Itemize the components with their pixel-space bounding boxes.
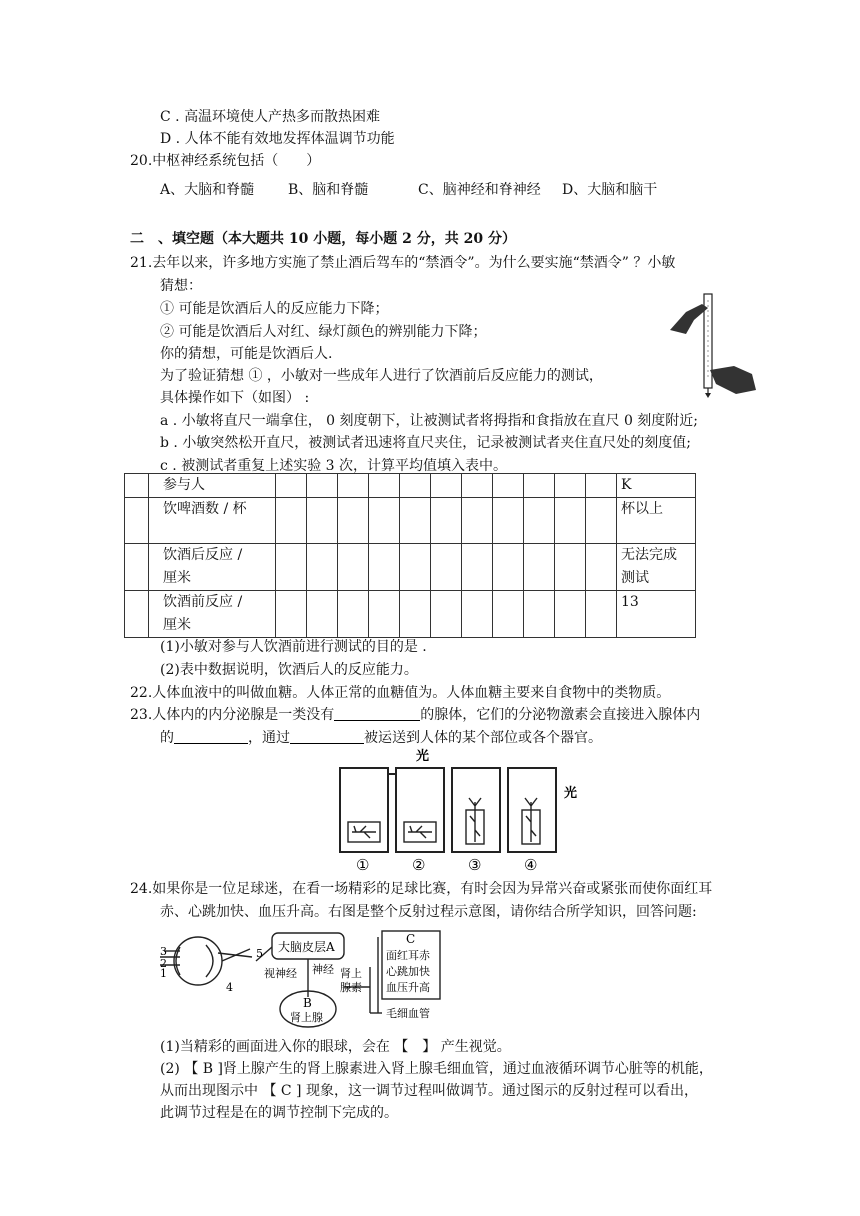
q20-option-d: D、大脑和脑干 <box>562 182 658 198</box>
table-cell-label-line2: 厘米 <box>163 570 191 586</box>
q24-sub2c: 此调节过程是在的调节控制下完成的。 <box>160 1105 398 1121</box>
q23-line1 <box>130 706 700 724</box>
table-row <box>125 474 696 498</box>
q23-blank-3[interactable] <box>290 729 364 744</box>
reflex-figure <box>160 927 460 1033</box>
box-2 <box>396 768 444 852</box>
table-row <box>125 591 696 638</box>
cortex-label: 大脑皮层A <box>278 940 335 954</box>
q21-line1: 21.去年以来，许多地方实施了禁止酒后驾车的“禁酒令”。为什么要实施“禁酒令” ？小敏 <box>130 255 676 271</box>
table-cell-label-line2: 厘米 <box>163 617 191 633</box>
effect-line-1: 面红耳赤 <box>386 949 430 962</box>
section-heading: 二 、填空题（本大题共 10 小题，每小题 2 分，共 20 分） <box>130 231 516 247</box>
q21-line2: 猜想： <box>160 278 202 294</box>
table-cell-label <box>149 591 276 638</box>
table-cell-last: 13 <box>617 591 696 638</box>
seedling-icon <box>525 798 537 842</box>
adrenal-letter: B <box>303 996 312 1010</box>
q21-guess2: ② 可能是饮酒后人对红、绿灯颜色的辨别能力下降； <box>160 324 487 340</box>
q21-step-b: b . 小敏突然松开直尺，被测试者迅速将直尺夹住，记录被测试者夹住直尺处的刻度值; <box>160 435 692 451</box>
hand-bottom-icon <box>710 366 756 394</box>
q24-sub2b: 从而出现图示中 【 C ] 现象，这一调节过程叫做调节。通过图示的反射过程可以看出， <box>160 1083 698 1099</box>
hormone-label-1: 肾上 <box>340 967 362 980</box>
optic-nerve-label: 视神经 <box>264 967 297 980</box>
q19-option-d: D . 人体不能有效地发挥体温调节功能 <box>160 131 395 147</box>
table-cell-label: 饮啤酒数 / 杯 <box>149 498 276 544</box>
box-number-2: ② <box>412 856 426 874</box>
seedling-icon <box>408 826 432 838</box>
box-number-4: ④ <box>524 856 538 874</box>
eye-number-1: 1 <box>160 967 167 980</box>
effect-line-3: 血压升高 <box>386 981 430 994</box>
box-number-1: ① <box>356 856 370 874</box>
q21-sub1: (1)小敏对参与人饮酒前进行测试的目的是 . <box>160 639 427 655</box>
hormone-label-2: 腺素 <box>340 981 362 994</box>
q21-verify1: 为了验证猜想 ① ，小敏对一些成年人进行了饮酒前后反应能力的测试， <box>160 368 603 384</box>
table-cell-last-line1: 无法完成 <box>621 547 677 563</box>
q23-line2a: 的 <box>160 730 174 746</box>
q24-sub1: (1)当精彩的画面进入你的眼球，会在 【 】 产生视觉。 <box>160 1039 511 1055</box>
eye-number-3: 3 <box>160 945 167 958</box>
q23-blank-1[interactable] <box>334 706 420 721</box>
q20-stem: 20.中枢神经系统包括（ ） <box>130 153 321 169</box>
light-label-right: 光 <box>564 786 578 801</box>
q21-step-a: a . 小敏将直尺一端拿住， 0 刻度朝下，让被测试者将拇指和食指放在直尺 0 刻度附近; <box>160 413 699 429</box>
box-number-3: ③ <box>468 856 482 874</box>
reaction-table <box>124 473 696 638</box>
q21-your-guess: 你的猜想，可能是饮酒后人. <box>160 346 333 362</box>
q22-text: 22.人体血液中的叫做血糖。人体正常的血糖值为。人体血糖主要来自食物中的类物质。 <box>130 685 671 701</box>
q21-sub2: (2)表中数据说明，饮酒后人的反应能力。 <box>160 662 418 678</box>
q23-blank-2[interactable] <box>174 729 248 744</box>
eyeball-icon <box>174 937 222 985</box>
eye-number-5: 5 <box>256 947 263 960</box>
effect-line-2: 心跳加快 <box>386 965 430 978</box>
q23-line2c: 被运送到人体的某个部位或各个器官。 <box>364 730 602 746</box>
q20-option-b: B、脑和脊髓 <box>288 182 369 198</box>
box-1 <box>340 768 388 852</box>
q23-line2b: ，通过 <box>248 730 290 746</box>
seedling-icon <box>469 798 481 842</box>
q21-step-c: c . 被测试者重复上述实验 3 次，计算平均值填入表中。 <box>160 458 507 474</box>
phototropism-figure <box>332 746 588 874</box>
q24-sub2a: (2) 【 B ]肾上腺产生的肾上腺素进入肾上腺毛细血管，通过血液循环调节心脏等的机能， <box>160 1061 713 1077</box>
ruler-figure <box>664 290 760 398</box>
table-cell-label: 参与人 <box>149 474 276 498</box>
q19-option-c: C . 高温环境使人产热多而散热困难 <box>160 109 381 125</box>
table-row <box>125 544 696 591</box>
table-cell-label-line1: 饮酒前反应 / <box>163 594 243 610</box>
effect-letter: C <box>406 932 416 946</box>
table-cell-last: K <box>617 474 696 498</box>
eye-number-2: 2 <box>160 957 167 970</box>
table-cell-last: 杯以上 <box>617 498 696 544</box>
adrenal-label: 肾上腺 <box>290 1011 323 1024</box>
hand-top-icon <box>670 304 708 334</box>
q23-line1a: 23.人体内的内分泌腺是一类没有 <box>130 707 335 723</box>
capillary-label: 毛细血管 <box>386 1007 430 1020</box>
q20-option-a: A、大脑和脊髓 <box>160 182 255 198</box>
arrow-down-icon <box>705 393 711 398</box>
q20-option-c: C、脑神经和脊神经 <box>418 182 541 198</box>
table-cell-last <box>617 544 696 591</box>
table-cell-label <box>149 544 276 591</box>
q24-line2: 赤、心跳加快、血压升高。右图是整个反射过程示意图，请你结合所学知识，回答问题: <box>160 904 697 920</box>
table-row <box>125 498 696 544</box>
q23-line2 <box>160 729 602 747</box>
q21-verify2: 具体操作如下（如图） : <box>160 390 310 406</box>
q23-line1b: 的腺体，它们的分泌物激素会直接进入腺体内 <box>420 707 701 723</box>
eye-number-4: 4 <box>226 981 233 994</box>
light-label-top: 光 <box>416 749 430 764</box>
table-cell-label-line1: 饮酒后反应 / <box>163 547 243 563</box>
table-cell-last-line2: 测试 <box>621 570 649 586</box>
seedling-icon <box>352 826 376 838</box>
q24-line1: 24.如果你是一位足球迷，在看一场精彩的足球比赛，有时会因为异常兴奋或紧张而使你面红耳 <box>130 881 713 897</box>
nerve-label: 神经 <box>312 963 334 976</box>
q21-guess1: ① 可能是饮酒后人的反应能力下降； <box>160 301 389 317</box>
